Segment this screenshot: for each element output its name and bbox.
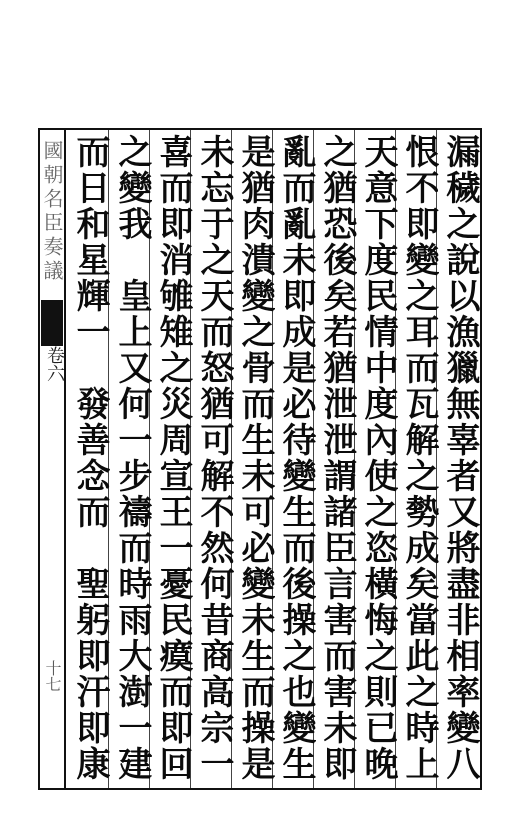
book-title: 國朝名臣奏議 xyxy=(40,140,64,284)
text-column-9: 之變我 皇上又何一步禱而時雨大澍一建 xyxy=(112,134,152,782)
text-column-1: 漏穢之說以漁獵無辜者又將盡非相率變八 xyxy=(440,134,480,782)
fishtail-mark-icon xyxy=(41,300,63,346)
text-column-4: 之猶恐後矣若猶泄泄謂諸臣言害而害未即 xyxy=(317,134,357,782)
text-column-6: 是猶肉潰變之骨而生未可必變未生而操是 xyxy=(235,134,275,782)
text-column-5: 亂而亂未即成是必待變生而後操之也變生 xyxy=(276,134,316,782)
text-column-10: 而日和星輝一 發善念而 聖躬即汗即康 xyxy=(70,134,110,782)
page-number: 十七 xyxy=(43,660,62,692)
volume-number: 卷六 xyxy=(44,346,65,382)
text-column-8: 喜而即消雊雉之災周宣王一憂民瘼而即回 xyxy=(153,134,193,782)
text-column-2: 恨不即變之耳而瓦解之勢成矣當此之時上 xyxy=(399,134,439,782)
text-column-3: 天意下度民情中度內使之恣橫悔之則已晚 xyxy=(358,134,398,782)
text-column-7: 未忘于之天而怒猶可解不然何昔商高宗一 xyxy=(194,134,234,782)
